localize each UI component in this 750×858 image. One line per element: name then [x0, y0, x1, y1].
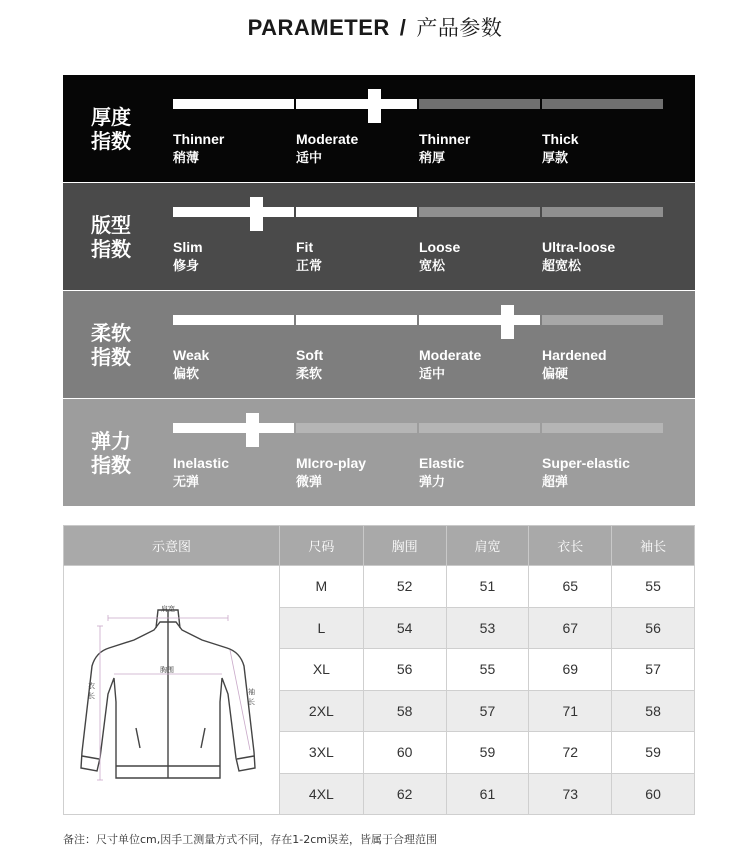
- band-title-line2: 指数: [91, 345, 131, 369]
- level-label-cn: 柔软: [296, 367, 323, 382]
- measure-cell: 52: [363, 566, 446, 608]
- size-cell: 2XL: [279, 690, 363, 732]
- measure-cell: 65: [529, 566, 612, 608]
- band-title: [91, 429, 131, 477]
- measure-cell: 55: [446, 649, 529, 691]
- chest-label: 胸围: [160, 666, 174, 674]
- level-label-cn: 稍厚: [419, 151, 446, 166]
- shoulder-label: 肩宽: [161, 605, 175, 613]
- level-label-en: MIcro-play: [296, 455, 367, 471]
- size-cell: L: [279, 607, 363, 649]
- sleeve-label: 袖: [248, 688, 255, 696]
- scale-segment: [173, 315, 294, 325]
- level-label-en: Fit: [296, 239, 314, 255]
- level-label: [296, 345, 419, 385]
- band-3: [63, 399, 695, 506]
- scale-segment: [296, 207, 417, 217]
- level-label-cn: 适中: [419, 367, 446, 382]
- scale-segment: [296, 423, 417, 433]
- scale-segment: [296, 99, 417, 109]
- scale-segment: [542, 423, 663, 433]
- header-shoulder: 肩宽: [446, 526, 529, 566]
- sleeve-label-2: 长: [248, 698, 255, 706]
- level-label-en: Weak: [173, 347, 210, 363]
- level-label: [542, 453, 665, 493]
- level-label-en: Moderate: [419, 347, 482, 363]
- level-label-en: Ultra-loose: [542, 239, 616, 255]
- measure-cell: 56: [363, 649, 446, 691]
- level-label-cn: 宽松: [419, 259, 446, 274]
- level-label: [419, 345, 542, 385]
- scale-segment: [296, 315, 417, 325]
- scale-segment: [419, 99, 540, 109]
- size-table: [63, 525, 695, 815]
- jacket-diagram: [64, 566, 278, 814]
- level-label-cn: 正常: [296, 259, 323, 274]
- level-label-cn: 偏软: [173, 367, 200, 382]
- table-row: [64, 566, 695, 608]
- page-header: [0, 12, 750, 42]
- level-label-en: Elastic: [419, 455, 465, 471]
- level-label-en: Super-elastic: [542, 455, 630, 471]
- scale-segment: [542, 315, 663, 325]
- measure-cell: 51: [446, 566, 529, 608]
- level-label: [296, 453, 419, 493]
- band-title-line2: 指数: [91, 237, 131, 261]
- level-scale: [173, 315, 664, 325]
- measure-cell: 67: [529, 607, 612, 649]
- header-sleeve: 袖长: [612, 526, 695, 566]
- footnote: 备注：尺寸单位cm,因手工测量方式不同，存在1-2cm误差，皆属于合理范围: [63, 833, 437, 846]
- scale-segment: [419, 315, 540, 325]
- band-title-line1: 厚度: [91, 105, 131, 129]
- measure-cell: 71: [529, 690, 612, 732]
- measure-cell: 61: [446, 773, 529, 815]
- header-size: 尺码: [279, 526, 363, 566]
- measure-cell: 59: [446, 732, 529, 774]
- measure-cell: 69: [529, 649, 612, 691]
- measure-cell: 53: [446, 607, 529, 649]
- level-label: [419, 129, 542, 169]
- level-scale: [173, 423, 664, 433]
- measure-cell: 58: [612, 690, 695, 732]
- scale-segment: [542, 99, 663, 109]
- scale-segment: [542, 207, 663, 217]
- size-cell: 4XL: [279, 773, 363, 815]
- band-0: [63, 75, 695, 182]
- length-label: 衣: [88, 682, 95, 690]
- size-cell: 3XL: [279, 732, 363, 774]
- level-label-en: Soft: [296, 347, 324, 363]
- level-label-cn: 稍薄: [173, 151, 200, 166]
- scale-segment: [173, 207, 294, 217]
- measure-cell: 55: [612, 566, 695, 608]
- level-scale: [173, 207, 664, 217]
- level-marker: [501, 305, 514, 339]
- band-1: [63, 183, 695, 290]
- level-marker: [246, 413, 259, 447]
- level-label-en: Inelastic: [173, 455, 230, 471]
- level-label-cn: 弹力: [419, 475, 446, 490]
- measure-cell: 59: [612, 732, 695, 774]
- level-label: [173, 129, 296, 169]
- band-title: [91, 105, 131, 153]
- band-title-line2: 指数: [91, 129, 131, 153]
- band-title: [91, 321, 131, 369]
- measure-cell: 54: [363, 607, 446, 649]
- level-label: [542, 237, 665, 277]
- level-label-en: Thinner: [419, 131, 471, 147]
- level-label: [542, 345, 665, 385]
- title-separator: /: [399, 15, 407, 40]
- measure-cell: 57: [612, 649, 695, 691]
- band-title-line2: 指数: [91, 453, 131, 477]
- level-label-cn: 适中: [296, 151, 323, 166]
- measure-cell: 73: [529, 773, 612, 815]
- scale-segment: [173, 99, 294, 109]
- level-label: [542, 129, 665, 169]
- measure-cell: 57: [446, 690, 529, 732]
- level-label: [173, 453, 296, 493]
- measure-cell: 60: [363, 732, 446, 774]
- measure-cell: 60: [612, 773, 695, 815]
- level-label: [419, 237, 542, 277]
- jacket-diagram-cell: [64, 566, 280, 815]
- length-label-2: 长: [88, 692, 95, 700]
- band-title: [91, 213, 131, 261]
- scale-segment: [173, 423, 294, 433]
- level-scale: [173, 99, 664, 109]
- scale-segment: [419, 423, 540, 433]
- level-label: [419, 453, 542, 493]
- title-en: PARAMETER: [247, 15, 390, 40]
- size-cell: M: [279, 566, 363, 608]
- size-table-header: [64, 526, 695, 566]
- level-marker: [368, 89, 381, 123]
- level-label-cn: 修身: [173, 259, 200, 274]
- header-length: 衣长: [529, 526, 612, 566]
- band-title-line1: 柔软: [91, 321, 131, 345]
- measure-cell: 62: [363, 773, 446, 815]
- level-label-cn: 厚款: [542, 151, 569, 166]
- level-label-cn: 偏硬: [542, 367, 569, 382]
- level-label-cn: 超宽松: [542, 259, 582, 274]
- band-title-line1: 版型: [91, 213, 131, 237]
- measure-cell: 56: [612, 607, 695, 649]
- scale-segment: [419, 207, 540, 217]
- level-label-en: Moderate: [296, 131, 359, 147]
- level-label: [296, 129, 419, 169]
- header-diagram: 示意图: [64, 526, 280, 566]
- level-label-en: Hardened: [542, 347, 607, 363]
- level-label: [173, 237, 296, 277]
- level-label-en: Loose: [419, 239, 461, 255]
- level-label-cn: 超弹: [542, 475, 569, 490]
- measure-cell: 72: [529, 732, 612, 774]
- title-cn: 产品参数: [416, 16, 503, 40]
- band-title-line1: 弹力: [91, 429, 131, 453]
- level-marker: [250, 197, 263, 231]
- level-label-en: Thick: [542, 131, 579, 147]
- header-chest: 胸围: [363, 526, 446, 566]
- level-label-en: Slim: [173, 239, 203, 255]
- level-label-cn: 微弹: [296, 475, 323, 490]
- measure-cell: 58: [363, 690, 446, 732]
- size-cell: XL: [279, 649, 363, 691]
- level-label-en: Thinner: [173, 131, 225, 147]
- band-2: [63, 291, 695, 398]
- level-label: [173, 345, 296, 385]
- level-label: [296, 237, 419, 277]
- level-label-cn: 无弹: [173, 475, 200, 490]
